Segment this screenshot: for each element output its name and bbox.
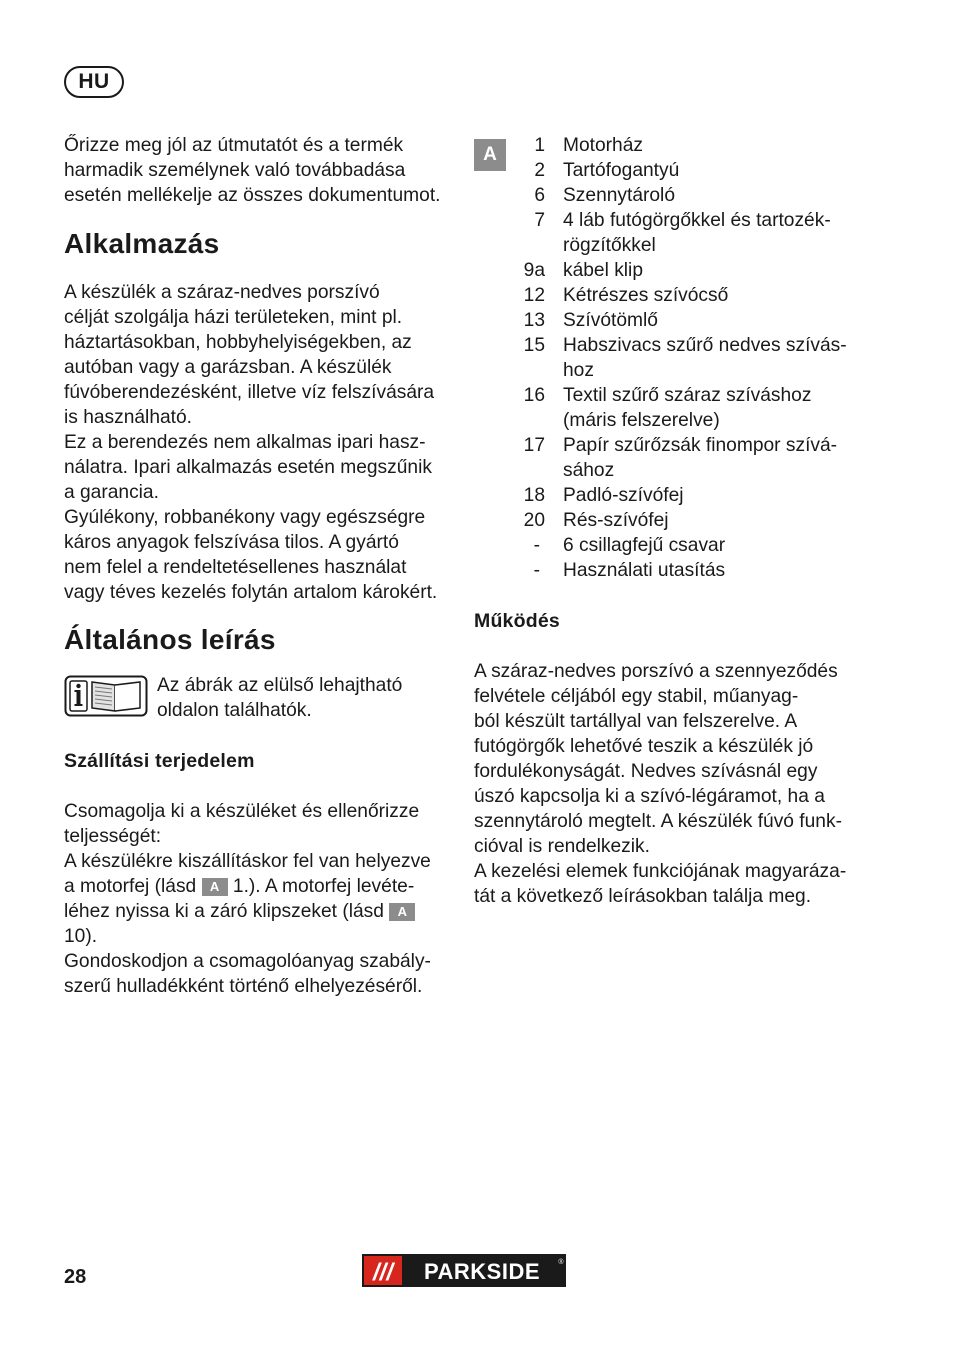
part-number: 12 (523, 285, 545, 306)
heading-general-description: Általános leírás (64, 624, 276, 655)
scope-text-1: Csomagolja ki a készüléket és ellenőrizze teljességét: A készülékre kiszállításkor fel van helyezve a motorfej (lásd (64, 801, 431, 897)
part-number: 16 (523, 385, 545, 406)
part-number: 18 (523, 485, 545, 506)
heading-scope-of-delivery: Szállítási terjedelem (64, 750, 255, 772)
operation-paragraph: A száraz-nedves porszívó a szennyeződés felvétele céljából egy stabil, műanyag- ból készült tartállyal van felszerelve. A futógörgők lehetővé teszik a készülék jó fordulékonyságát. Nedves szívásnál egy úszó kapcsolja ki a szívó-légáramot, ha a szennytároló megtelt. A készülék fúvó funk- cióval is rendelkezik. A kezelési elemek funkciójának magyaráza- tát a következő leírásokban találja meg. (474, 661, 847, 907)
part-number: 15 (523, 335, 545, 356)
heading-operation: Működés (474, 610, 560, 632)
part-name: 4 láb futógörgőkkel és tartozék- rögzítőkkel (563, 210, 831, 256)
application-paragraph: A készülék a száraz-nedves porszívó célját szolgálja házi területeken, mint pl. háztartásokban, hobbyhelyiségekben, az autóban vagy a garázsban. A készülék fúvóberendezésként, illetve víz felszívására is használható. Ez a berendezés nem alkalmas ipari hasz- nálatra. Ipari alkalmazás esetén megszűnik a garancia. Gyúlékony, robbanékony vagy egészségre káros anyagok felszívása tilos. A gyártó nem felel a rendeltetésellenes használat vagy téves kezelés folytán artalom károkért. (64, 282, 438, 603)
parts-list (474, 133, 874, 583)
parkside-logo (362, 1254, 566, 1287)
part-number: - (533, 560, 540, 581)
part-number: 2 (534, 160, 545, 181)
logo-brand-text: PARKSIDE (423, 1259, 541, 1284)
part-name: Kétrészes szívócső (563, 285, 729, 306)
figure-note (64, 673, 454, 723)
part-name: Motorház (563, 135, 643, 156)
registered-mark: ® (558, 1259, 564, 1266)
left-column (64, 133, 454, 999)
section-a-label: A (474, 139, 506, 171)
part-number: 17 (523, 435, 545, 456)
part-name: Tartófogantyú (563, 160, 680, 181)
language-badge: HU (64, 66, 124, 98)
part-number: 20 (523, 510, 545, 531)
part-name: Rés-szívófej (563, 510, 669, 531)
right-column (474, 133, 874, 909)
logo-stripes-mark: /// (372, 1259, 394, 1286)
scope-text-2: 1.). A motorfej levéte- léhez nyissa ki a záró klipszeket (lásd (64, 876, 415, 922)
section-a-chip: A (389, 903, 415, 921)
part-number: 1 (534, 135, 545, 156)
part-name: Papír szűrőzsák finompor szívá- sához (563, 435, 838, 481)
page-number: 28 (64, 1266, 87, 1288)
scope-text-3: 10). Gondoskodjon a csomagolóanyag szabály- szerű hulladékként történő elhelyezéséről. (64, 926, 431, 997)
part-name: Szennytároló (563, 185, 675, 206)
figure-note-text: Az ábrák az elülső lehajtható oldalon találhatók. (157, 675, 403, 721)
part-name: Textil szűrő száraz szíváshoz (máris felszerelve) (563, 385, 812, 431)
part-number: 13 (523, 310, 545, 331)
part-number: 9a (523, 260, 545, 281)
part-name: 6 csillagfejű csavar (563, 535, 726, 556)
part-name: Habszivacs szűrő nedves szívás- hoz (563, 335, 847, 381)
part-number: 7 (534, 210, 545, 231)
part-name: Használati utasítás (563, 560, 726, 581)
part-name: Padló-szívófej (563, 485, 684, 506)
part-name: Szívótömlő (563, 310, 658, 331)
section-a-chip: A (202, 878, 228, 896)
heading-application: Alkalmazás (64, 228, 220, 259)
part-name: kábel klip (563, 260, 643, 281)
intro-paragraph: Őrizze meg jól az útmutatót és a termék harmadik személynek való továbbadása esetén mellékelje az összes dokumentumot. (64, 135, 441, 206)
part-number: 6 (534, 185, 545, 206)
info-book-icon (64, 675, 148, 717)
part-number: - (533, 535, 540, 556)
scope-paragraph (64, 799, 454, 999)
